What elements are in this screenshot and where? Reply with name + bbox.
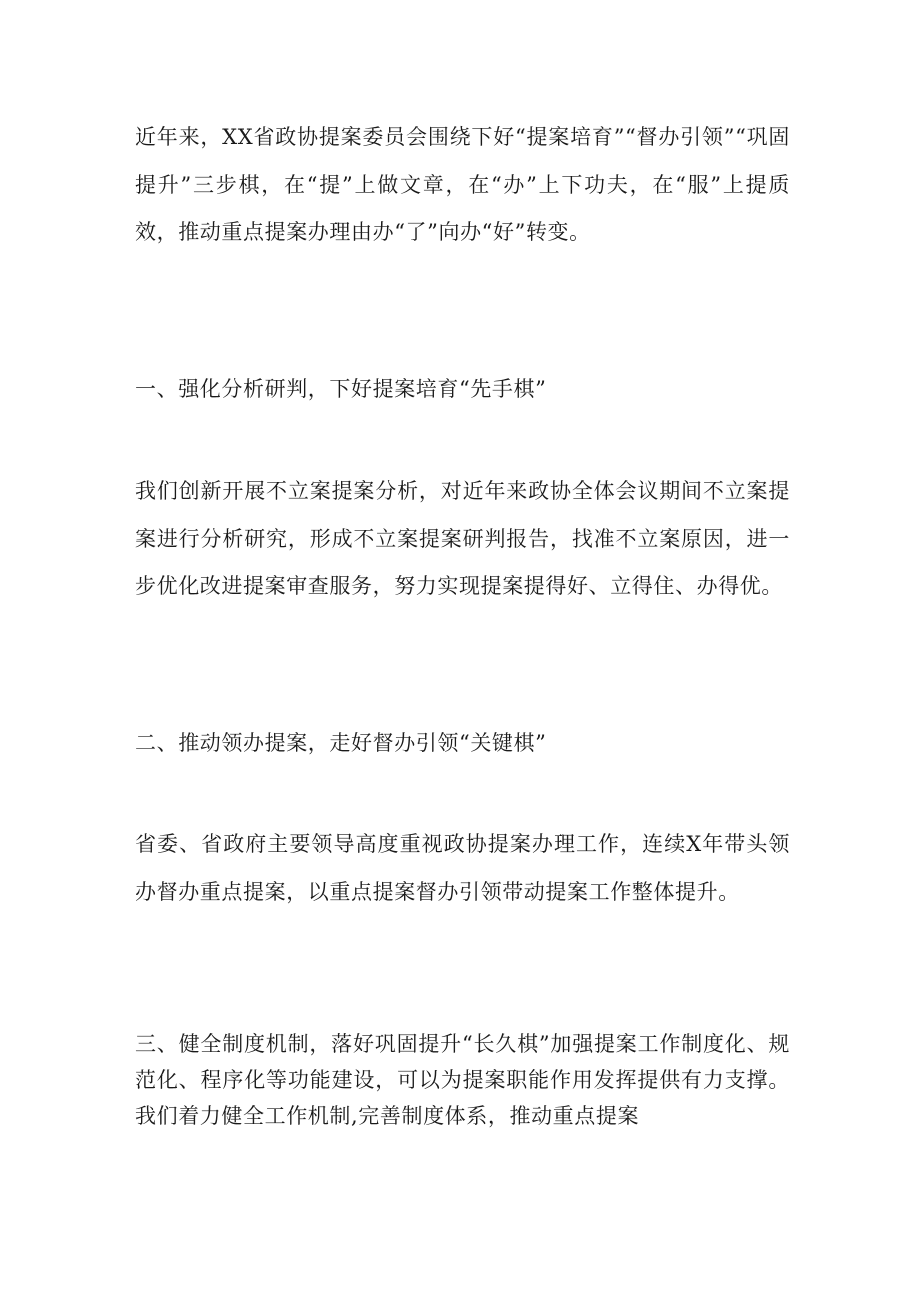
section-2-heading: 二、推动领办提案，走好督办引领“关键棋” xyxy=(135,731,547,755)
section-2-body: 省委、省政府主要领导高度重视政协提案办理工作，连续X年带头领办督办重点提案，以重点提案督办引领带动提案工作整体提升。 xyxy=(135,832,790,904)
intro-paragraph: 近年来，XX省政协提案委员会围绕下好“提案培育”“督办引领”“巩固提升”三步棋，在“提”上做文章，在“办”上下功夫，在“服”上提质效，推动重点提案办理由办“了”向办“好”转变。 xyxy=(135,125,790,244)
section-3-paragraph: 三、健全制度机制，落好巩固提升“长久棋”加强提案工作制度化、规范化、程序化等功能建设，可以为提案职能作用发挥提供有力支撑。我们着力健全工作机制,完善制度体系，推动重点提案 xyxy=(135,1032,790,1128)
section-1-heading: 一、强化分析研判，下好提案培育“先手棋” xyxy=(135,377,547,401)
section-1-body: 我们创新开展不立案提案分析，对近年来政协全体会议期间不立案提案进行分析研究，形成不立案提案研判报告，找准不立案原因，进一步优化改进提案审查服务，努力实现提案提得好、立得住、办得优。 xyxy=(135,479,790,598)
